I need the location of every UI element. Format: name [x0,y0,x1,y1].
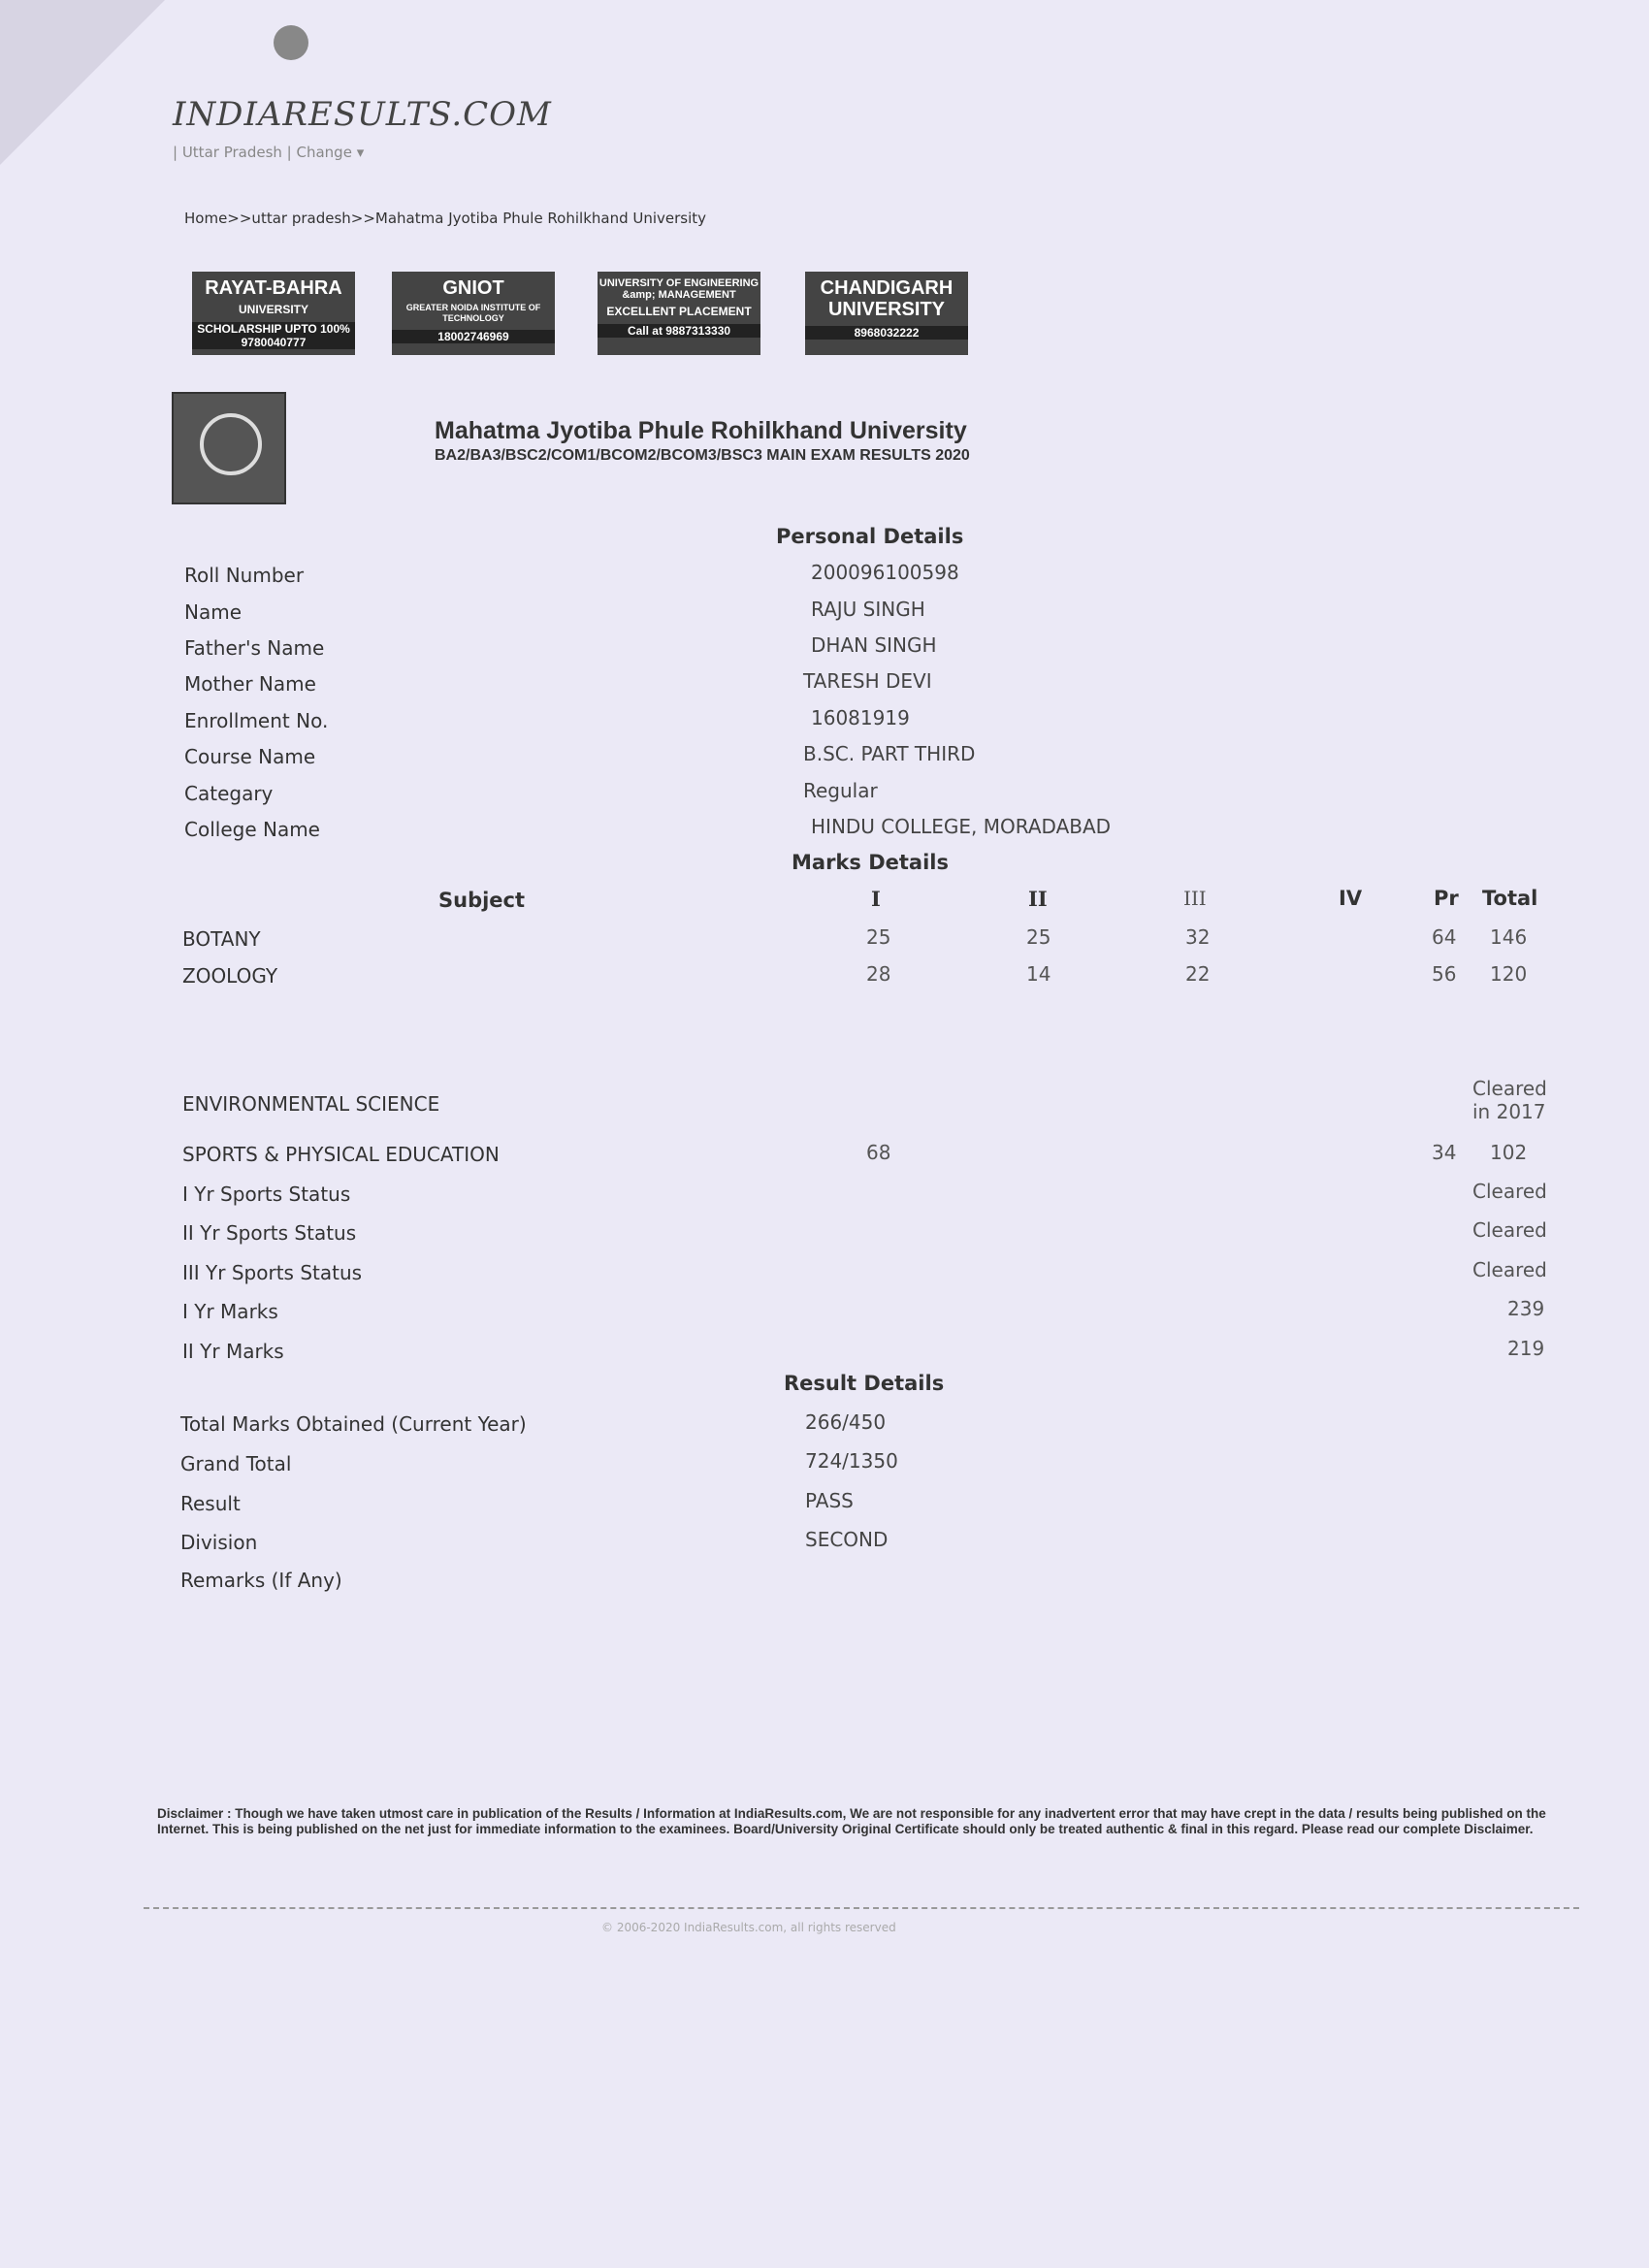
ad-contact: Call at 9887313330 [598,324,760,338]
college-name-value: HINDU COLLEGE, MORADABAD [811,815,1112,838]
env-science-status: Cleared [1472,1077,1547,1100]
ad-subtitle: EXCELLENT PLACEMENT [606,305,752,318]
roll-number-value: 200096100598 [811,561,959,584]
university-name: Mahatma Jyotiba Phule Rohilkhand University [435,417,967,444]
marks-pr: 56 [1432,962,1457,986]
sports-marks-pr: 34 [1432,1141,1457,1164]
breadcrumb[interactable]: Home>>uttar pradesh>>Mahatma Jyotiba Phule Rohilkhand University [184,210,707,227]
globe-icon [274,25,308,60]
copyright: © 2006-2020 IndiaResults.com, all rights reserved [601,1921,896,1934]
course-name-label: Course Name [184,745,316,768]
ad-title: RAYAT-BAHRA [205,277,342,299]
exam-title: BA2/BA3/BSC2/COM1/BCOM2/BCOM3/BSC3 MAIN EXAM RESULTS 2020 [435,447,970,464]
marks-iii: 32 [1185,925,1211,949]
year-marks-value: 239 [1507,1297,1545,1320]
enrollment-value: 16081919 [811,706,910,729]
sports-marks-i: 68 [866,1141,891,1164]
subject-name: ZOOLOGY [182,964,278,988]
sports-status-label: III Yr Sports Status [182,1261,363,1284]
sports-status-label: I Yr Sports Status [182,1183,351,1206]
footer-divider [144,1907,1579,1909]
grand-total-value: 724/1350 [805,1449,898,1473]
result-details-heading: Result Details [784,1372,945,1395]
sports-status-label: II Yr Sports Status [182,1221,357,1245]
ad-gniot[interactable] [392,272,555,355]
year-marks-label: I Yr Marks [182,1300,278,1323]
marks-iii: 22 [1185,962,1211,986]
marks-pr: 64 [1432,925,1457,949]
year-marks-value: 219 [1507,1337,1545,1360]
ad-title: UNIVERSITY OF ENGINEERING &amp; MANAGEMENT [598,277,760,301]
mother-name-label: Mother Name [184,672,316,696]
col-pr: Pr [1434,887,1459,910]
marks-i: 28 [866,962,891,986]
ad-subtitle: UNIVERSITY [827,299,946,320]
marks-total: 120 [1490,962,1528,986]
sports-status-value: Cleared [1472,1258,1547,1281]
father-name-label: Father's Name [184,636,325,660]
sports-status-value: Cleared [1472,1218,1547,1242]
ad-contact: SCHOLARSHIP UPTO 100% 9780040777 [192,322,355,349]
category-value: Regular [803,779,878,802]
disclaimer: Disclaimer : Though we have taken utmost care in publication of the Results / Information at IndiaResults.com, We are not responsible for any inadvertent error that may have crept in the data / results being published on the Internet. This is being published on the net just for immediate information to the examinees. Board/University Original Certificate should only be treated authentic & final in this regard. Please read our complete Disclaimer. [157,1806,1546,1836]
result-label: Result [180,1492,241,1515]
col-iv: IV [1339,887,1363,910]
marks-ii: 14 [1026,962,1051,986]
name-value: RAJU SINGH [811,598,925,621]
ad-title: CHANDIGARH [820,277,954,299]
division-value: SECOND [805,1528,889,1551]
site-logo[interactable]: INDIARESULTS.COM [173,95,552,134]
enrollment-label: Enrollment No. [184,709,329,732]
roll-number-label: Roll Number [184,564,305,587]
total-marks-label: Total Marks Obtained (Current Year) [180,1412,527,1436]
sports-status-value: Cleared [1472,1180,1547,1203]
col-subject: Subject [438,889,526,912]
ad-uem[interactable] [598,272,760,355]
marks-i: 25 [866,925,891,949]
ad-title: GNIOT [442,277,504,299]
env-science-year: in 2017 [1472,1100,1546,1123]
ad-contact: 8968032222 [805,326,968,340]
father-name-value: DHAN SINGH [811,633,937,657]
year-marks-label: II Yr Marks [182,1340,284,1363]
university-emblem [172,392,286,504]
college-name-label: College Name [184,818,320,841]
ad-chandigarh-university[interactable] [805,272,968,355]
ad-subtitle: GREATER NOIDA INSTITUTE OF TECHNOLOGY [405,303,541,323]
ad-contact: 18002746969 [392,330,555,343]
division-label: Division [180,1531,258,1554]
marks-details-heading: Marks Details [792,851,949,874]
col-ii: II [1028,887,1048,911]
personal-details-heading: Personal Details [776,525,964,548]
total-marks-value: 266/450 [805,1410,887,1434]
subject-name: BOTANY [182,927,261,951]
remarks-label: Remarks (If Any) [180,1569,342,1592]
sports-subject: SPORTS & PHYSICAL EDUCATION [182,1143,500,1166]
category-label: Categary [184,782,274,805]
mother-name-value: TARESH DEVI [803,669,932,693]
sports-marks-total: 102 [1490,1141,1528,1164]
col-i: I [871,887,881,911]
folded-corner [0,0,165,165]
course-name-value: B.SC. PART THIRD [803,742,976,765]
grand-total-label: Grand Total [180,1452,292,1475]
marks-ii: 25 [1026,925,1051,949]
marks-total: 146 [1490,925,1528,949]
name-label: Name [184,600,242,624]
col-iii: III [1183,887,1207,910]
env-science-subject: ENVIRONMENTAL SCIENCE [182,1092,440,1116]
result-value: PASS [805,1489,854,1512]
ad-subtitle: UNIVERSITY [238,303,308,316]
ad-rayat-bahra[interactable] [192,272,355,355]
col-total: Total [1482,887,1538,910]
state-selector[interactable]: | Uttar Pradesh | Change ▾ [173,144,365,161]
